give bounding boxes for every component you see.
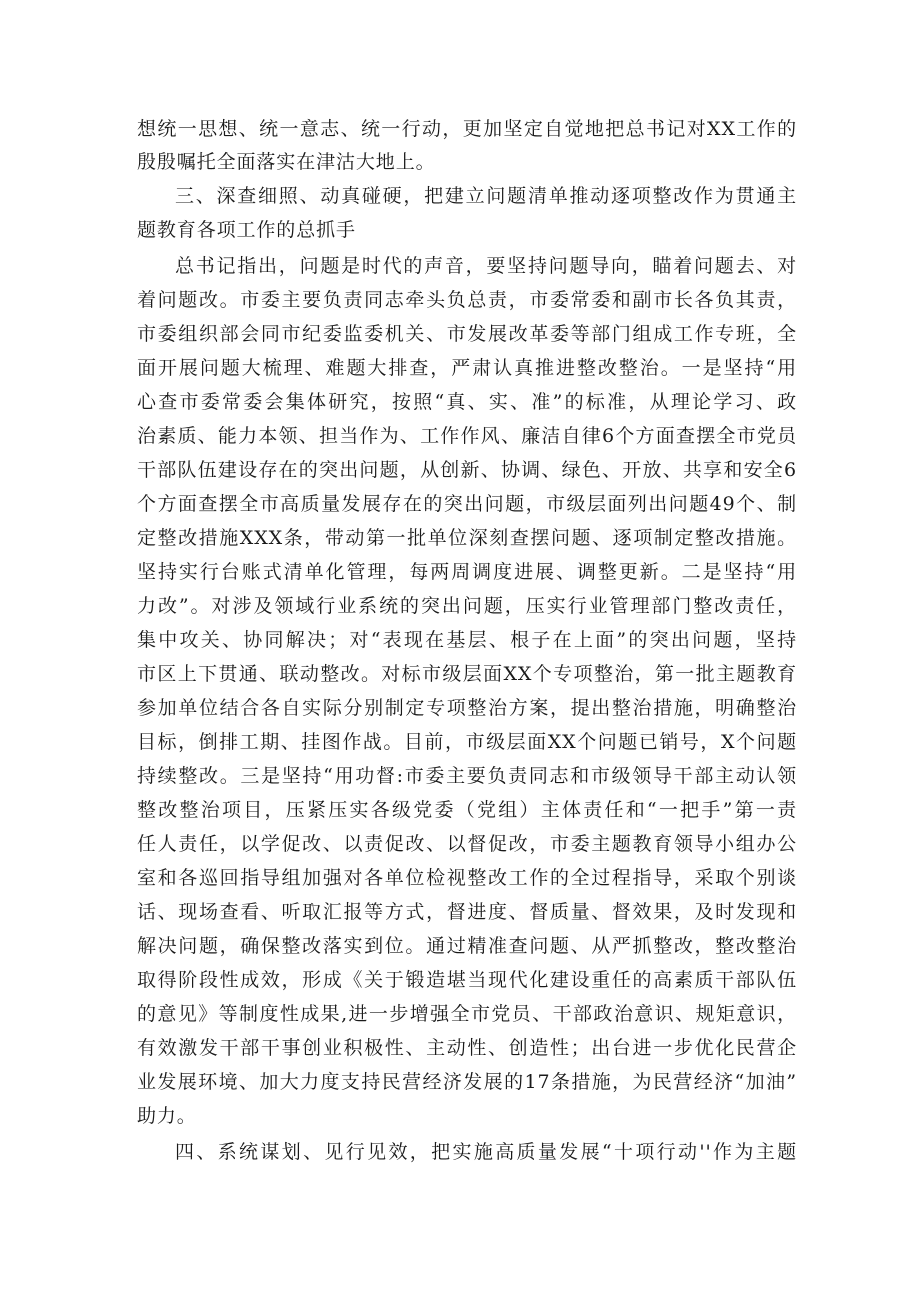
paragraph-line: 的意见》等制度性成果,进一步增强全市党员、干部政治意识、规矩意识，: [137, 1003, 797, 1025]
paragraph-line: 集中攻关、协同解决；对“表现在基层、根子在上面”的突出问题，坚持: [137, 629, 797, 651]
paragraph-line: 业发展环境、加大力度支持民营经济发展的17条措施，为民营经济“加油”: [137, 1071, 797, 1093]
paragraph-line: 总书记指出，问题是时代的声音，要坚持问题导向，瞄着问题去、对: [175, 255, 797, 277]
paragraph-line: 治素质、能力本领、担当作为、工作作风、廉洁自律6个方面查摆全市党员: [137, 425, 797, 447]
paragraph-line: 目标，倒排工期、挂图作战。目前，市级层面XX个问题已销号，X个问题: [137, 731, 797, 753]
paragraph-line: 助力。: [137, 1105, 197, 1127]
paragraph-line: 市委组织部会同市纪委监委机关、市发展改革委等部门组成工作专班，全: [137, 323, 797, 345]
paragraph-line: 坚持实行台账式清单化管理，每两周调度进展、调整更新。二是坚持“用: [137, 561, 797, 583]
paragraph-line: 参加单位结合各自实际分别制定专项整治方案，提出整治措施，明确整治: [137, 697, 797, 719]
paragraph-line: 着问题改。市委主要负责同志牵头负总责，市委常委和副市长各负其责，: [137, 289, 797, 311]
paragraph-line: 力改”。对涉及领域行业系统的突出问题，压实行业管理部门整改责任，: [137, 595, 797, 617]
paragraph-line: 定整改措施XXX条，带动第一批单位深刻查摆问题、逐项制定整改措施。: [137, 527, 797, 549]
section-heading: 四、系统谋划、见行见效，把实施高质量发展“十项行动''作为主题: [175, 1141, 797, 1163]
paragraph-line: 个方面查摆全市高质量发展存在的突出问题，市级层面列出问题49个、制: [137, 493, 797, 515]
paragraph-line: 任人责任，以学促改、以责促改、以督促改，市委主题教育领导小组办公: [137, 833, 797, 855]
paragraph-line: 室和各巡回指导组加强对各单位检视整改工作的全过程指导，采取个别谈: [137, 867, 797, 889]
section-heading: 题教育各项工作的总抓手: [137, 219, 356, 241]
paragraph-line: 心查市委常委会集体研究，按照“真、实、准”的标准，从理论学习、政: [137, 391, 797, 413]
paragraph-line: 整改整治项目，压紧压实各级党委（党组）主体责任和“一把手”第一责: [137, 799, 797, 821]
paragraph-line: 想统一思想、统一意志、统一行动，更加坚定自觉地把总书记对XX工作的: [137, 118, 797, 140]
paragraph-line: 话、现场查看、听取汇报等方式，督进度、督质量、督效果，及时发现和: [137, 901, 797, 923]
paragraph-line: 取得阶段性成效，形成《关于锻造堪当现代化建设重任的高素质干部队伍: [137, 969, 797, 991]
paragraph-line: 持续整改。三是坚持“用功督:市委主要负责同志和市级领导干部主动认领: [137, 765, 797, 787]
paragraph-line: 干部队伍建设存在的突出问题，从创新、协调、绿色、开放、共享和安全6: [137, 459, 797, 481]
paragraph-line: 有效激发干部干事创业积极性、主动性、创造性；出台进一步优化民营企: [137, 1037, 797, 1059]
paragraph-line: 市区上下贯通、联动整改。对标市级层面XX个专项整治，第一批主题教育: [137, 663, 797, 685]
paragraph-line: 解决问题，确保整改落实到位。通过精准查问题、从严抓整改，整改整治: [137, 935, 797, 957]
paragraph-line: 面开展问题大梳理、难题大排查，严肃认真推进整改整治。一是坚持“用: [137, 357, 797, 379]
section-heading: 三、深查细照、动真碰硬，把建立问题清单推动逐项整改作为贯通主: [175, 185, 797, 207]
paragraph-line: 殷殷嘱托全面落实在津沽大地上。: [137, 151, 436, 173]
